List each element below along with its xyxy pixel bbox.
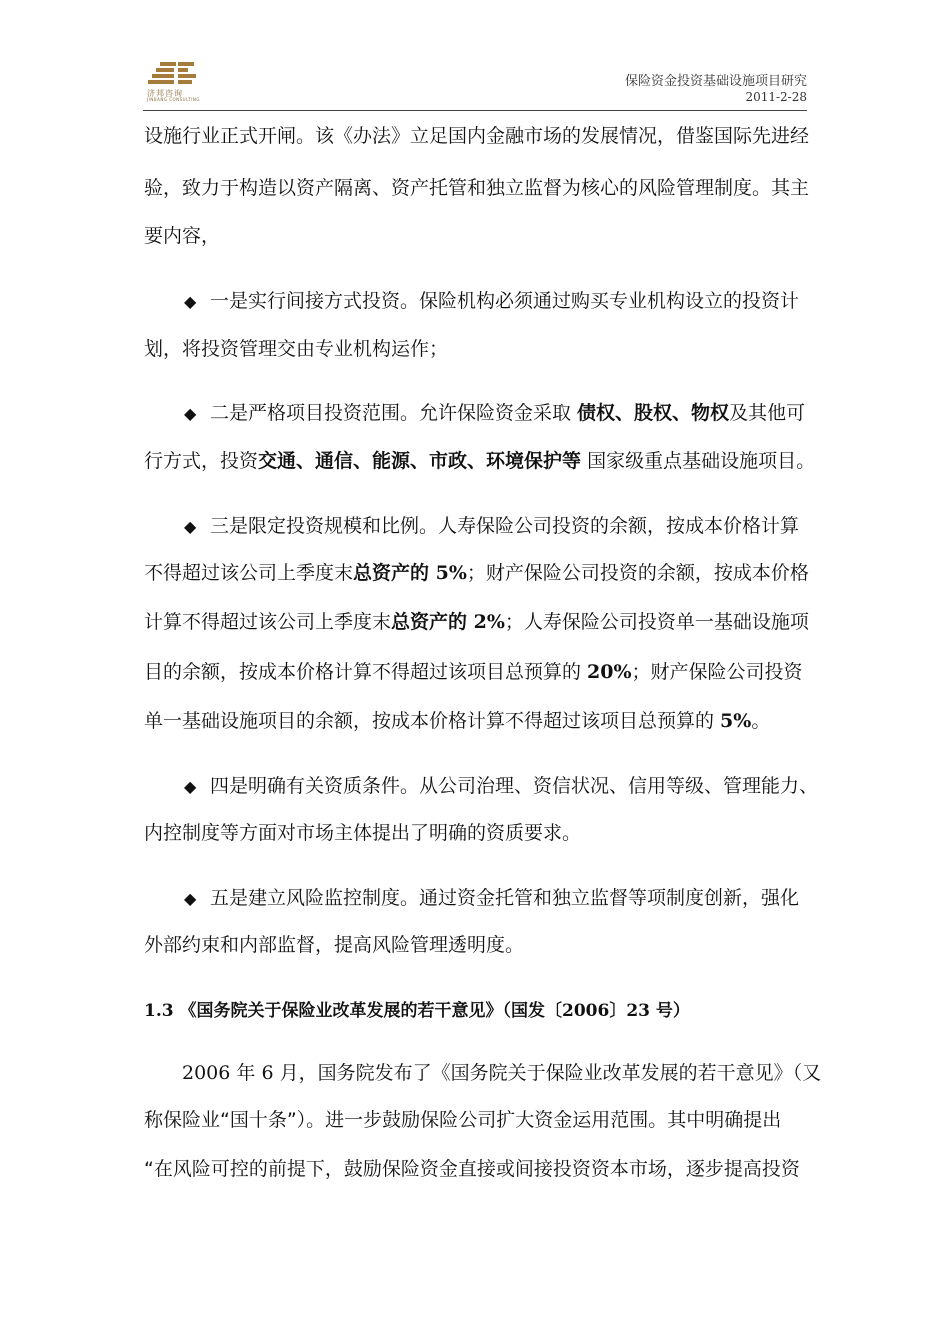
bullet-4-line-2: 内控制度等方面对市场主体提出了明确的资质要求。 — [144, 822, 582, 844]
bullet-5-line-2: 外部约束和内部监督，提高风险管理透明度。 — [144, 934, 525, 956]
emphasis: 债权、股权、物权 — [577, 402, 730, 424]
para-line-2: 称保险业“国十条”）。进一步鼓励保险公司扩大资金运用范围。其中明确提出 — [144, 1109, 782, 1131]
document-title: 保险资金投资基础设施项目研究 — [624, 74, 807, 89]
bullet-5-line-1: ◆ 五是建立风险监控制度。通过资金托管和独立监督等项制度创新，强化 — [184, 887, 800, 909]
para-line-3: “在风险可控的前提下，鼓励保险资金直接或间接投资资本市场，逐步提高投资 — [144, 1158, 800, 1180]
header-divider — [143, 110, 807, 111]
bullet-1-line-1: ◆ 一是实行间接方式投资。保险机构必须通过购买专业机构设立的投资计 — [184, 290, 800, 312]
bullet-icon: ◆ — [184, 292, 197, 311]
section-number: 1.3 — [144, 1001, 174, 1021]
bullet-1-line-2: 划，将投资管理交由专业机构运作； — [144, 338, 449, 360]
bullet-icon: ◆ — [184, 777, 197, 796]
bullet-3-line-5: 单一基础设施项目的余额，按成本价格计算不得超过该项目总预算的 5%。 — [144, 710, 771, 732]
logo-subtext: JINBANG CONSULTING — [147, 97, 200, 102]
intro-line-1: 设施行业正式开闸。该《办法》立足国内金融市场的发展情况，借鉴国际先进经 — [144, 125, 810, 147]
bullet-3-line-4: 目的余额，按成本价格计算不得超过该项目总预算的 20%；财产保险公司投资 — [144, 661, 803, 683]
section-heading: 1.3 《国务院关于保险业改革发展的若干意见》（国发〔2006〕23 号） — [144, 1001, 690, 1021]
intro-line-3: 要内容， — [144, 225, 221, 247]
page-header — [0, 0, 950, 110]
emphasis: 交通、通信、能源、市政、环境保护等 — [258, 450, 582, 472]
bullet-icon: ◆ — [184, 517, 197, 536]
bullet-icon: ◆ — [184, 889, 197, 908]
para-line-1: 2006 年 6 月，国务院发布了《国务院关于保险业改革发展的若干意见》（又 — [182, 1062, 822, 1084]
bullet-icon: ◆ — [184, 404, 197, 423]
bullet-3-line-2: 不得超过该公司上季度末总资产的 5%；财产保险公司投资的余额，按成本价格 — [144, 562, 809, 584]
bullet-2-line-1: ◆ 二是严格项目投资范围。允许保险资金采取 债权、股权、物权及其他可 — [184, 402, 806, 424]
document-date: 2011-2-28 — [745, 90, 807, 104]
intro-line-2: 验，致力于构造以资产隔离、资产托管和独立监督为核心的风险管理制度。其主 — [144, 177, 810, 199]
logo-text: 济邦咨询 — [147, 89, 183, 98]
bullet-3-line-1: ◆ 三是限定投资规模和比例。人寿保险公司投资的余额，按成本价格计算 — [184, 515, 800, 537]
bullet-4-line-1: ◆ 四是明确有关资质条件。从公司治理、资信状况、信用等级、管理能力、 — [184, 775, 819, 797]
bullet-3-line-3: 计算不得超过该公司上季度末总资产的 2%；人寿保险公司投资单一基础设施项 — [144, 611, 809, 633]
bullet-2-line-2: 行方式，投资交通、通信、能源、市政、环境保护等 国家级重点基础设施项目。 — [144, 450, 816, 472]
